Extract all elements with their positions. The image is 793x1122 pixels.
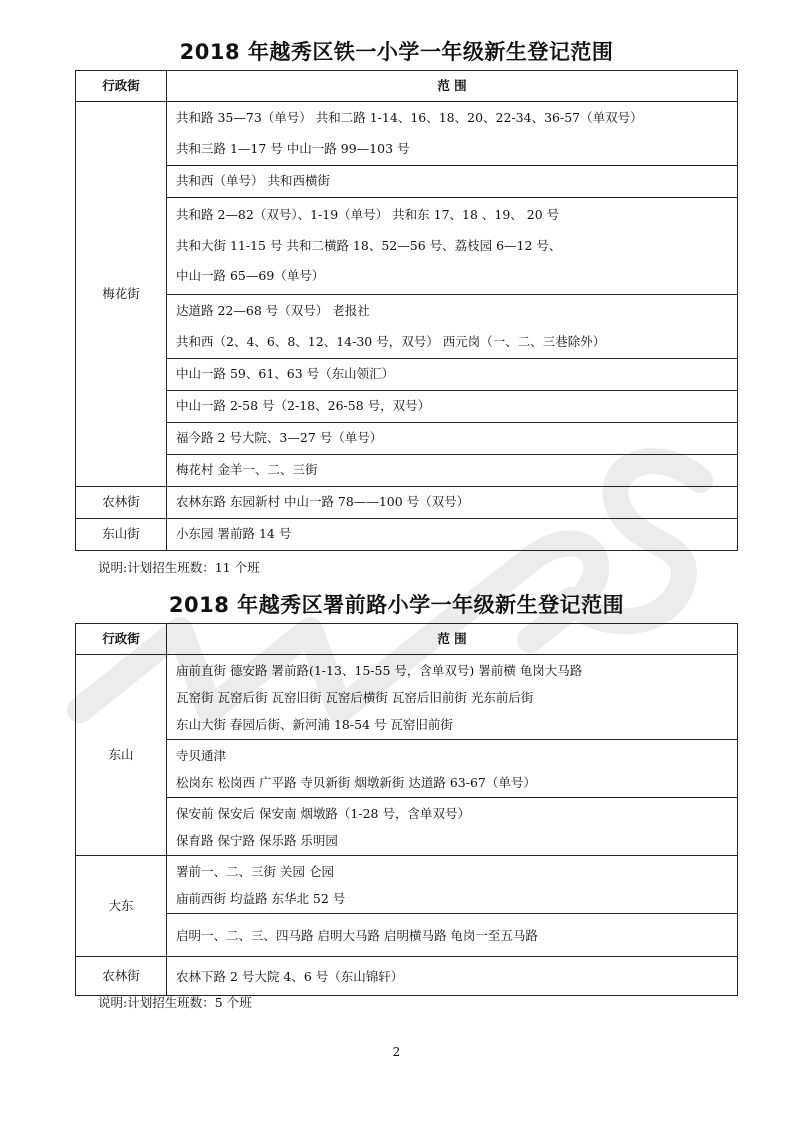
section-1-note: 说明:计划招生班数：11 个班 [98,560,260,575]
range-cell [167,740,738,798]
range-line: 中山一路 2-58 号（2-18、26-58 号，双号） [176,398,431,414]
range-line: 中山一路 65—69（单号） [176,268,325,284]
range-line: 东山大街 春园后街、新河浦 18-54 号 瓦窑旧前街 [176,716,453,732]
range-cell [167,198,738,295]
range-line: 共和路 2—82（双号）、1-19（单号） 共和东 17、18 、19、 20 号 [176,207,560,223]
table-row [76,102,738,166]
district-cell: 东山街 [76,519,167,551]
range-line: 共和西（2、4、6、8、12、14-30 号，双号） 西元岗（一、二、三巷除外） [176,333,606,349]
range-line: 启明一、二、三、四马路 启明大马路 启明横马路 龟岗一至五马路 [176,927,538,943]
range-cell [167,798,738,856]
range-cell [167,102,738,166]
table-header-row [76,71,738,102]
range-line: 庙前直街 德安路 署前路(1-13、15-55 号，含单双号) 署前横 龟岗大马路 [176,662,583,678]
registration-table-2 [75,623,738,996]
range-line: 保安前 保安后 保安南 烟墩路（1-28 号，含单双号） [176,805,470,821]
table-header-row [76,624,738,655]
range-line: 梅花村 金羊一、二、三街 [176,462,318,478]
header-range: 范 围 [167,71,738,102]
header-district: 行政街 [76,624,167,655]
table-row [76,359,738,391]
range-cell [167,295,738,359]
table-row [76,655,738,740]
range-cell [167,519,738,551]
range-line: 农林下路 2 号大院 4、6 号（东山锦轩） [176,968,404,984]
section-1-title: 2018 年越秀区铁一小学一年级新生登记范围 [179,40,614,64]
range-cell [167,391,738,423]
district-cell: 东山 [76,655,167,856]
section-2-note: 说明:计划招生班数：5 个班 [98,995,252,1010]
table-row [76,487,738,519]
range-line: 寺贝通津 [176,747,227,763]
range-line: 共和三路 1—17 号 中山一路 99—103 号 [176,140,410,156]
district-cell: 大东 [76,856,167,957]
range-cell [167,487,738,519]
table-row [76,740,738,798]
table-row [76,391,738,423]
range-cell [167,166,738,198]
range-line: 中山一路 59、61、63 号（东山领汇） [176,366,395,382]
range-line: 共和西（单号） 共和西横街 [176,173,330,189]
range-cell [167,359,738,391]
section-2-title: 2018 年越秀区署前路小学一年级新生登记范围 [168,593,625,617]
table-row [76,198,738,295]
table-row [76,957,738,996]
table-row [76,914,738,957]
range-line: 福今路 2 号大院、3—27 号（单号） [176,430,383,446]
table-row [76,856,738,914]
district-cell: 农林街 [76,487,167,519]
range-line: 庙前西街 均益路 东华北 52 号 [176,890,346,906]
range-cell [167,856,738,914]
table-row [76,455,738,487]
range-line: 达道路 22—68 号（双号） 老报社 [176,303,370,318]
range-cell [167,423,738,455]
range-line: 农林东路 东园新村 中山一路 78——100 号（双号） [176,494,470,510]
range-line: 共和大街 11-15 号 共和二横路 18、52—56 号、荔枝园 6—12 号、 [176,237,562,253]
registration-table-1 [75,70,738,551]
page-number: 2 [392,1045,401,1059]
range-line: 瓦窑街 瓦窑后街 瓦窑旧街 瓦窑后横街 瓦窑后旧前街 光东前后街 [176,689,534,705]
range-cell [167,957,738,996]
district-cell: 梅花街 [76,102,167,487]
table-row [76,519,738,551]
table-row [76,423,738,455]
range-line: 保育路 保宁路 保乐路 乐明园 [176,832,338,848]
header-range: 范 围 [167,624,738,655]
table-row [76,295,738,359]
range-line: 小东园 署前路 14 号 [176,526,292,542]
table-row [76,166,738,198]
range-line: 松岗东 松岗西 广平路 寺贝新街 烟墩新街 达道路 63-67（单号） [176,774,536,790]
range-line: 共和路 35—73（单号） 共和二路 1-14、16、18、20、22-34、36-57（单双号） [176,110,643,125]
header-district: 行政街 [76,71,167,102]
district-cell: 农林街 [76,957,167,996]
table-row [76,798,738,856]
range-cell [167,455,738,487]
range-cell [167,914,738,957]
range-cell [167,655,738,740]
range-line: 署前一、二、三街 关园 仑园 [176,863,334,879]
